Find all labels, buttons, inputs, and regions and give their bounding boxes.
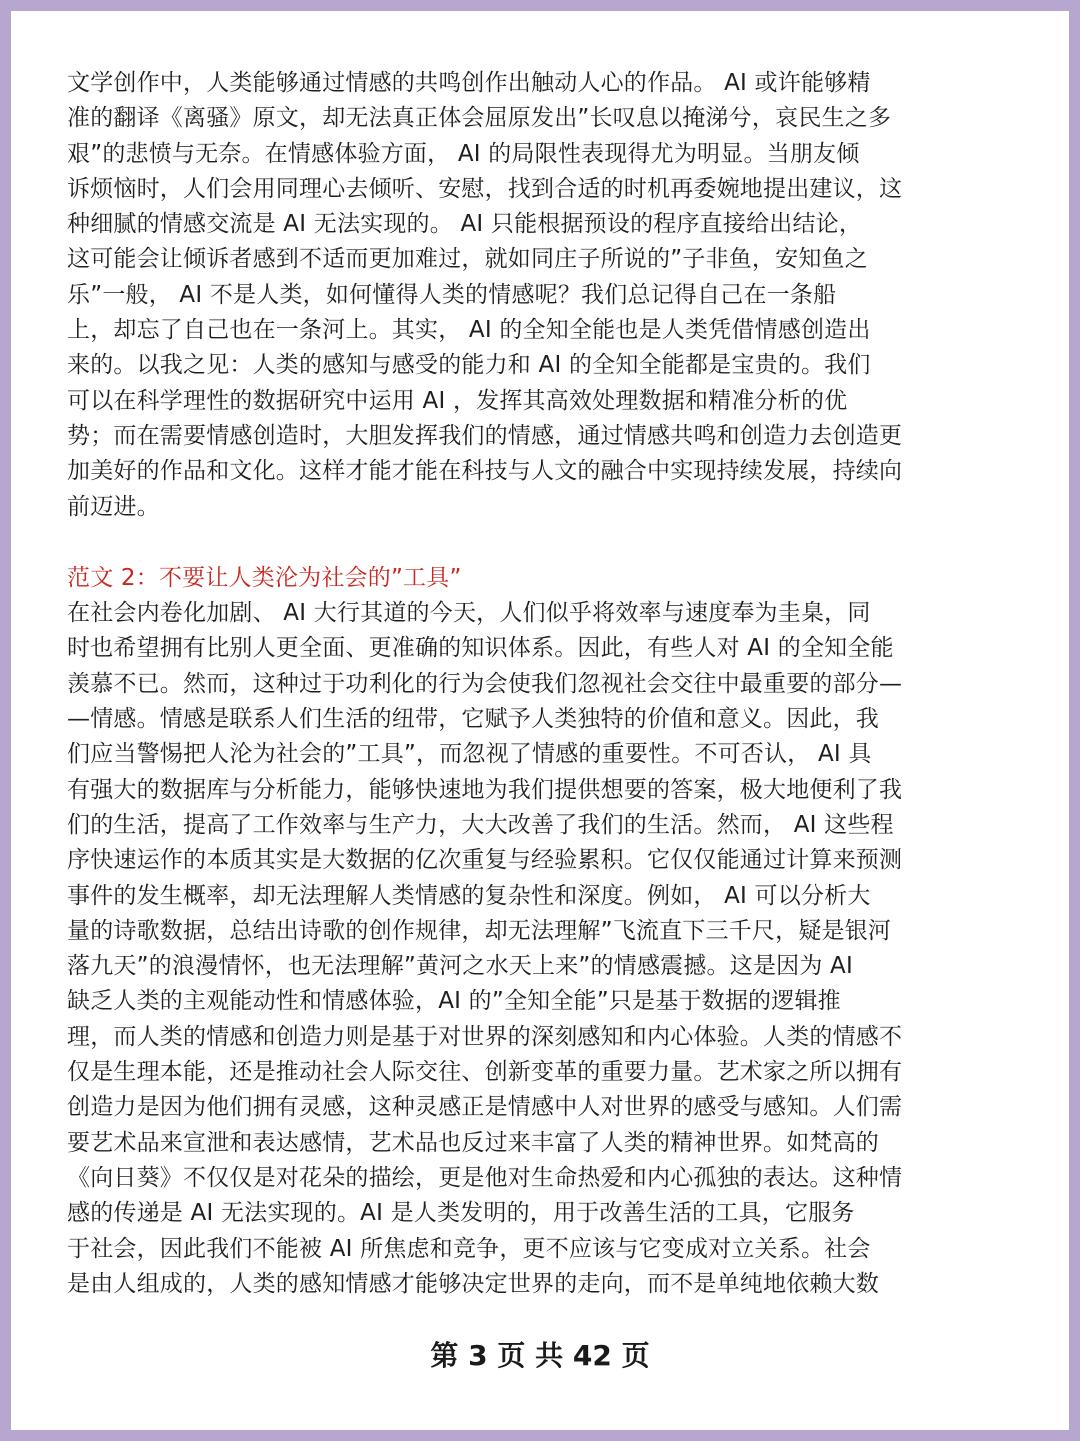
text-line: 在社会内卷化加剧、 AI 大行其道的今天，人们似乎将效率与速度奉为圭臬，同: [67, 600, 871, 627]
text-line: 可以在科学理性的数据研究中运用 AI ，发挥其高效处理数据和精准分析的优: [67, 387, 848, 414]
text-line: 乐”一般， AI 不是人类，如何懂得人类的情感呢？我们总记得自己在一条船: [67, 281, 837, 308]
text-line: 落九天”的浪漫情怀，也无法理解”黄河之水天上来”的情感震撼。这是因为 AI: [67, 953, 853, 980]
paragraph-gap: [67, 525, 1019, 561]
text-line: —情感。情感是联系人们生活的纽带，它赋予人类独特的价值和意义。因此，我: [67, 706, 879, 733]
text-line: 诉烦恼时，人们会用同理心去倾听、安慰，找到合适的时机再委婉地提出建议，这: [67, 175, 903, 202]
text-line: 理，而人类的情感和创造力则是基于对世界的深刻感知和内心体验。人类的情感不: [67, 1023, 903, 1050]
text-line: 准的翻译《离骚》原文，却无法真正体会屈原发出”长叹息以掩涕兮，哀民生之多: [67, 105, 892, 132]
text-line: 种细腻的情感交流是 AI 无法实现的。 AI 只能根据预设的程序直接给出结论，: [67, 211, 863, 238]
text-line: 们的生活，提高了工作效率与生产力，大大改善了我们的生活。然而， AI 这些程: [67, 811, 894, 838]
text-line: 这可能会让倾诉者感到不适而更加难过，就如同庄子所说的”子非鱼，安知鱼之: [67, 246, 868, 273]
text-line: 时也希望拥有比别人更全面、更准确的知识体系。因此，有些人对 AI 的全知全能: [67, 635, 894, 662]
section-heading-2: 范文 2：不要让人类沦为社会的”工具”: [67, 564, 462, 591]
text-line: 艰”的悲愤与无奈。在情感体验方面， AI 的局限性表现得尤为明显。当朋友倾: [67, 140, 860, 167]
text-line: 序快速运作的本质其实是大数据的亿次重复与经验累积。它仅仅能通过计算来预测: [67, 847, 903, 874]
text-line: 势；而在需要情感创造时，大胆发挥我们的情感，通过情感共鸣和创造力去创造更: [67, 422, 903, 449]
text-line: 创造力是因为他们拥有灵感，这种灵感正是情感中人对世界的感受与感知。人们需: [67, 1094, 903, 1121]
text-line: 感的传递是 AI 无法实现的。AI 是人类发明的，用于改善生活的工具，它服务: [67, 1200, 855, 1227]
text-line: 有强大的数据库与分析能力，能够快速地为我们提供想要的答案，极大地便利了我: [67, 776, 903, 803]
text-line: 羡慕不已。然而，这种过于功利化的行为会使我们忽视社会交往中最重要的部分—: [67, 670, 903, 697]
text-line: 缺乏人类的主观能动性和情感体验，AI 的”全知全能”只是基于数据的逻辑推: [67, 988, 841, 1015]
page-number: 第 3 页 共 42 页: [430, 1339, 650, 1372]
text-line: 文学创作中，人类能够通过情感的共鸣创作出触动人心的作品。 AI 或许能够精: [67, 70, 871, 96]
text-line: 上，却忘了自己也在一条河上。其实， AI 的全知全能也是人类凭借情感创造出: [67, 317, 871, 344]
text-line: 仅是生理本能，还是推动社会人际交往、创新变革的重要力量。艺术家之所以拥有: [67, 1059, 903, 1086]
paragraph-1: [67, 66, 1019, 525]
text-line: 加美好的作品和文化。这样才能才能在科技与人文的融合中实现持续发展，持续向: [67, 458, 903, 485]
document-body: [67, 66, 1019, 1302]
text-line: 于社会，因此我们不能被 AI 所焦虑和竞争，更不应该与它变成对立关系。社会: [67, 1235, 871, 1262]
text-line: 是由人组成的，人类的感知情感才能够决定世界的走向，而不是单纯地依赖大数: [67, 1270, 879, 1297]
text-line: 前迈进。: [67, 493, 160, 520]
text-line: 来的。以我之见：人类的感知与感受的能力和 AI 的全知全能都是宝贵的。我们: [67, 352, 871, 379]
text-line: 事件的发生概率，却无法理解人类情感的复杂性和深度。例如， AI 可以分析大: [67, 882, 871, 909]
text-line: 《向日葵》不仅仅是对花朵的描绘，更是他对生命热爱和内心孤独的表达。这种情: [67, 1164, 903, 1191]
text-line: 们应当警惕把人沦为社会的”工具”，而忽视了情感的重要性。不可否认， AI 具: [67, 741, 872, 768]
text-line: 量的诗歌数据，总结出诗歌的创作规律，却无法理解”飞流直下三千尺，疑是银河: [67, 917, 892, 944]
paragraph-2: [67, 596, 1019, 1302]
text-line: 要艺术品来宣泄和表达感情，艺术品也反过来丰富了人类的精神世界。如梵高的: [67, 1129, 879, 1156]
